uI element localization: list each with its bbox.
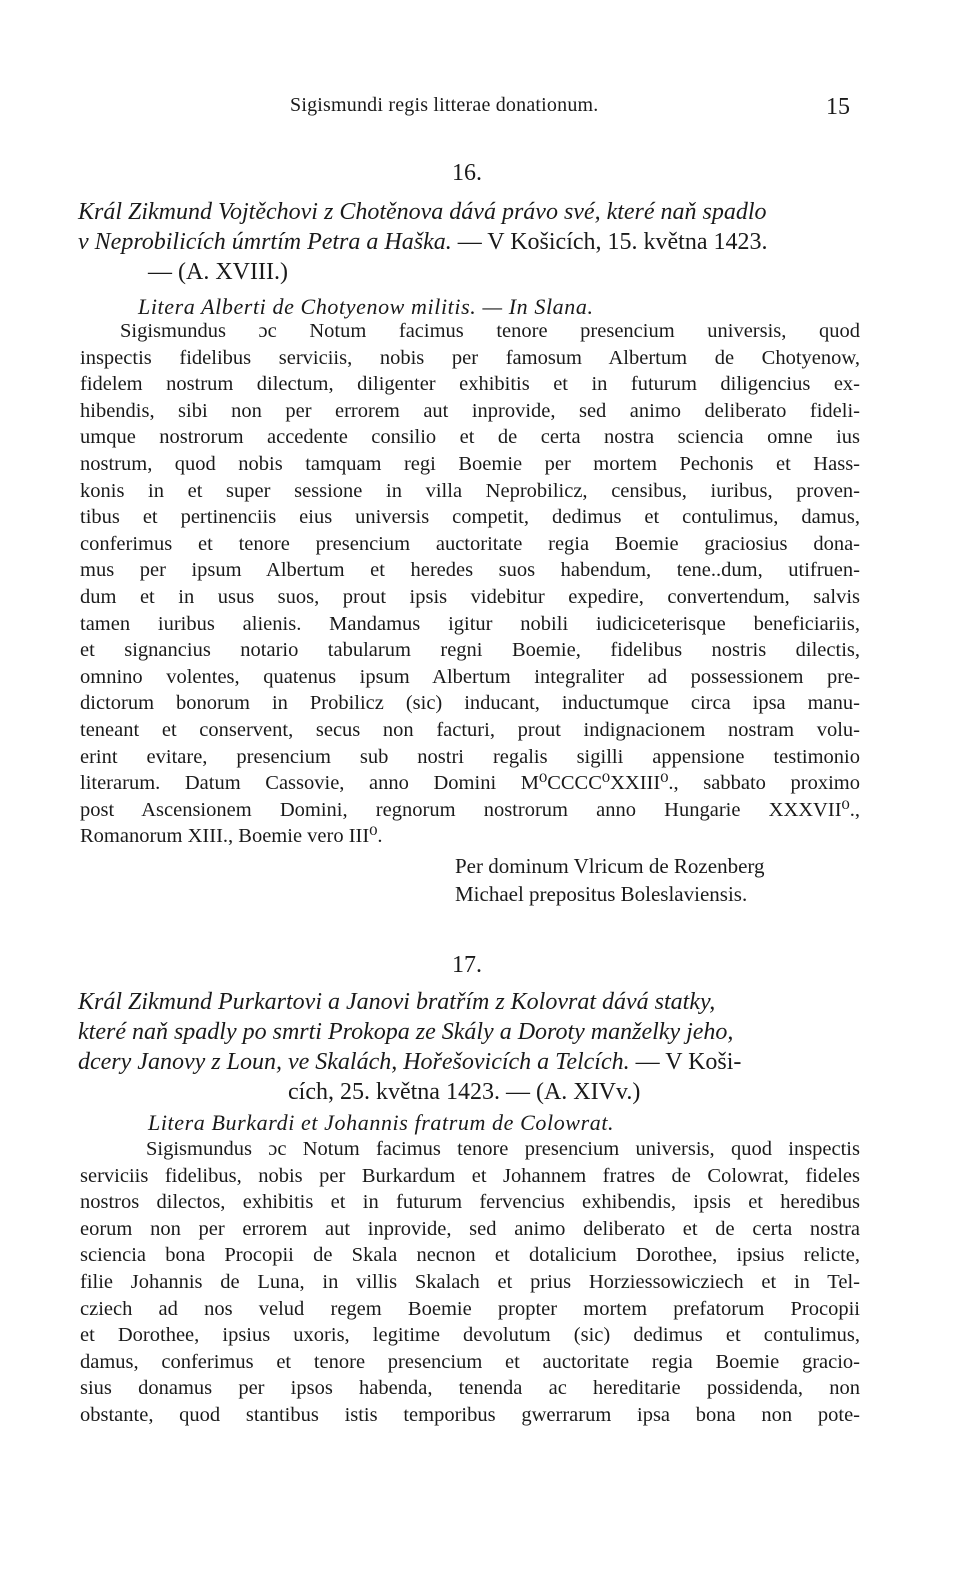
signature-line: Per dominum Vlricum de Rozenberg — [455, 854, 765, 878]
doc16-body — [80, 318, 860, 850]
body-line: eorum non per errorem aut inprovide, sed animo deliberato et de certa nostra — [80, 1217, 860, 1240]
doc17-title-line: dcery Janovy z Loun, ve Skalách, Hořešovicích a Telcích. — V Koši- — [78, 1049, 742, 1075]
body-line: omnino volentes, quatenus ipsum Albertum integraliter ad possessionem pre- — [80, 665, 860, 688]
doc17-title-line: cích, 25. května 1423. — (A. XIVv.) — [288, 1079, 641, 1105]
body-line: sciencia bona Procopii de Skala necnon et dotalicium Dorothee, ipsius relicte, — [80, 1244, 860, 1267]
body-line: literarum. Datum Cassovie, anno Domini M⁰CCCC⁰XXIII⁰., sabbato proximo — [80, 772, 860, 795]
body-line: nostrum, quod nobis tamquam regi Boemie per mortem Pechonis et Hass- — [80, 452, 860, 475]
doc16-title-line: — (A. XVIII.) — [148, 259, 288, 285]
body-line: Sigismundus ɔc Notum facimus tenore presencium universis, quod inspectis — [146, 1138, 860, 1160]
body-line: obstante, quod stantibus istis temporibus gwerrarum ipsa bona non pote- — [80, 1403, 860, 1426]
body-line: nostros dilectos, exhibitis et in futurum fervencius exhibendis, ipsis et heredibus — [80, 1191, 860, 1214]
body-line: teneant et conservent, secus non facturi, prout indignacionem nostram volu- — [80, 718, 860, 741]
body-line: sius donamus per ipsos habenda, tenenda ac hereditarie possidenda, non — [80, 1377, 860, 1400]
body-line: erint evitare, presencium sub nostri regalis sigilli appensione testimonio — [80, 745, 860, 768]
body-line: tibus et pertinenciis eius universis competit, dedimus et contulimus, damus, — [80, 506, 860, 529]
body-line: tamen iuribus alienis. Mandamus igitur nobili iudiciceterisque beneficiariis, — [80, 612, 860, 635]
body-line: et signancius notario tabularum regni Boemie, fidelibus nostris dilectis, — [80, 639, 860, 662]
body-line: Romanorum XIII., Boemie vero III⁰. — [80, 825, 383, 848]
body-line: damus, conferimus et tenore presencium et auctoritate regia Boemie gracio- — [80, 1350, 860, 1373]
body-line: mus per ipsum Albertum et heredes suos habendum, tene..dum, utifruen- — [80, 559, 860, 582]
doc16-title-line: v Neprobilicích úmrtím Petra a Haška. — V Košicích, 15. května 1423. — [78, 229, 768, 255]
doc17-title-line: Král Zikmund Purkartovi a Janovi bratřím z Kolovrat dává statky, — [78, 989, 716, 1015]
body-line: post Ascensionem Domini, regnorum nostrorum anno Hungarie XXXVII⁰., — [80, 798, 860, 821]
document-number-17: 17. — [452, 952, 482, 978]
doc16-title-line: Král Zikmund Vojtěchovi z Chotěnova dává právo své, které naň spadlo — [78, 199, 767, 225]
body-line: umque nostrorum accedente consilio et de certa nostra sciencia omne ius — [80, 426, 860, 449]
page-number: 15 — [826, 94, 850, 120]
body-line: hibendis, sibi non per errorem aut inprovide, sed animo deliberato fideli- — [80, 399, 860, 422]
body-line: et Dorothee, ipsius uxoris, legitime devolutum (sic) dedimus et contulimus, — [80, 1324, 860, 1347]
body-line: konis in et super sessione in villa Neprobilicz, censibus, iuribus, proven- — [80, 479, 860, 502]
doc16-signature — [455, 852, 765, 908]
doc17-subtitle: Litera Burkardi et Johannis fratrum de Colowrat. — [148, 1110, 615, 1135]
body-line: serviciis fidelibus, nobis per Burkardum et Johannem fratres de Colowrat, fideles — [80, 1164, 860, 1187]
body-line: dictorum bonorum in Probilicz (sic) inducant, inductumque circa ipsa manu- — [80, 692, 860, 715]
signature-line: Michael prepositus Boleslaviensis. — [455, 882, 748, 906]
body-line: dum et in usus suos, prout ipsis videbitur expedire, convertendum, salvis — [80, 585, 860, 608]
body-line: cziech ad nos velud regem Boemie propter mortem prefatorum Procopii — [80, 1297, 860, 1320]
doc17-body — [80, 1136, 860, 1429]
doc17-title-line: které naň spadly po smrti Prokopa ze Skály a Doroty manželky jeho, — [78, 1019, 734, 1045]
body-line: conferimus et tenore presencium auctoritate regia Boemie graciosius dona- — [80, 532, 860, 555]
running-title: Sigismundi regis litterae donationum. — [290, 94, 599, 116]
body-line: inspectis fidelibus serviciis, nobis per famosum Albertum de Chotyenow, — [80, 346, 860, 369]
doc16-subtitle: Litera Alberti de Chotyenow militis. — In Slana. — [138, 294, 594, 319]
body-line: fidelem nostrum dilectum, diligenter exhibitis et in futurum diligencius ex- — [80, 373, 860, 396]
body-line: filie Johannis de Luna, in villis Skalach et prius Horziessowicziech et in Tel- — [80, 1270, 860, 1293]
document-number-16: 16. — [452, 160, 482, 186]
body-line: Sigismundus ɔc Notum facimus tenore presencium universis, quod — [120, 320, 860, 342]
